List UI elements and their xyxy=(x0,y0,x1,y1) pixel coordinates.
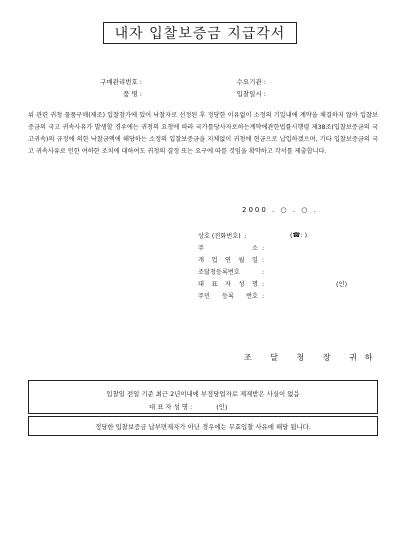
seal-mark: (인) xyxy=(336,280,348,288)
addressee: 조 달 청 장 귀하 xyxy=(244,353,381,362)
signatory-address-row xyxy=(198,243,264,252)
invalid-bid-notice: 정당한 입찰보증금 납부면제자가 아닌 경우에는 무효입찰 사유에 해당 됩니다. xyxy=(95,422,311,431)
no-sanction-statement: 입찰일 전일 기준 최근 2년이내에 부정당업자로 제재받은 사실이 없음 xyxy=(106,390,300,398)
colon: : xyxy=(261,269,265,276)
demander-label: 수요기관 : xyxy=(236,78,266,86)
document-title: 내자 입찰보증금 지급각서 xyxy=(103,22,297,44)
purchase-no-label: 구매관리번호 : xyxy=(100,78,142,86)
established-label: 개 업 연 월 일 xyxy=(198,257,258,264)
bid-date-field xyxy=(208,89,266,98)
purchase-no-field xyxy=(84,77,142,86)
colon: : xyxy=(261,257,265,264)
signatory-established-row xyxy=(198,255,264,264)
signatory-registration-row xyxy=(198,267,264,276)
company-label: 상호 (전화번호) xyxy=(198,233,241,240)
document-date: 2000 . ○ . ○ . xyxy=(242,206,318,214)
box-ceo-label: 대 표 자 성 명 : xyxy=(149,403,193,411)
item-field xyxy=(84,89,142,98)
registration-label: 조달청등록번호 xyxy=(198,269,240,276)
signatory-company-row xyxy=(198,231,247,240)
phone-label: (☎: ) xyxy=(290,231,308,239)
no-sanction-statement-box xyxy=(28,380,378,414)
box-ceo-row xyxy=(149,402,227,411)
colon: : xyxy=(261,293,265,300)
invalid-bid-notice-box xyxy=(28,416,378,436)
ceo-label: 대 표 자 성 명 xyxy=(198,281,258,288)
pledge-body-text: 위 관련 귀청 물품구매(제조) 입찰참가에 있어 낙찰자로 선정된 후 정당한 이유없이 소정의 기일내에 계약을 체결하지 않아 입찰보증금의 국고 귀속사유가 발생할 경우에는 귀청의 요청에 따라 국가를당사자로하는계약에관한법률시행령 제38조(입찰보증금의 국고귀속)의 규정에 의한 낙찰금액에 해당하는 소정의 입찰보증금을 지체없이 귀청에 현금으로 납입하겠으며, 기타 입찰보증금의 국고 귀속사유로 인한 여하한 조치에 대하여도 귀청의 결정 또는 요구에 따를 것임을 확약하고 각서를 제출합니다. xyxy=(28,112,378,155)
box-seal-mark: (인) xyxy=(216,403,228,411)
colon: : xyxy=(261,281,265,288)
resident-no-label: 주민 등록 번호 xyxy=(198,293,258,300)
address-label: 주 소 xyxy=(198,245,258,252)
colon: : xyxy=(261,245,265,252)
colon: : xyxy=(244,233,247,240)
demander-field xyxy=(208,77,266,86)
bid-date-label: 입찰일시 : xyxy=(236,90,266,98)
signatory-resident-no-row xyxy=(198,291,264,300)
signatory-ceo-row xyxy=(198,279,264,288)
item-label: 품 명 : xyxy=(123,90,142,98)
